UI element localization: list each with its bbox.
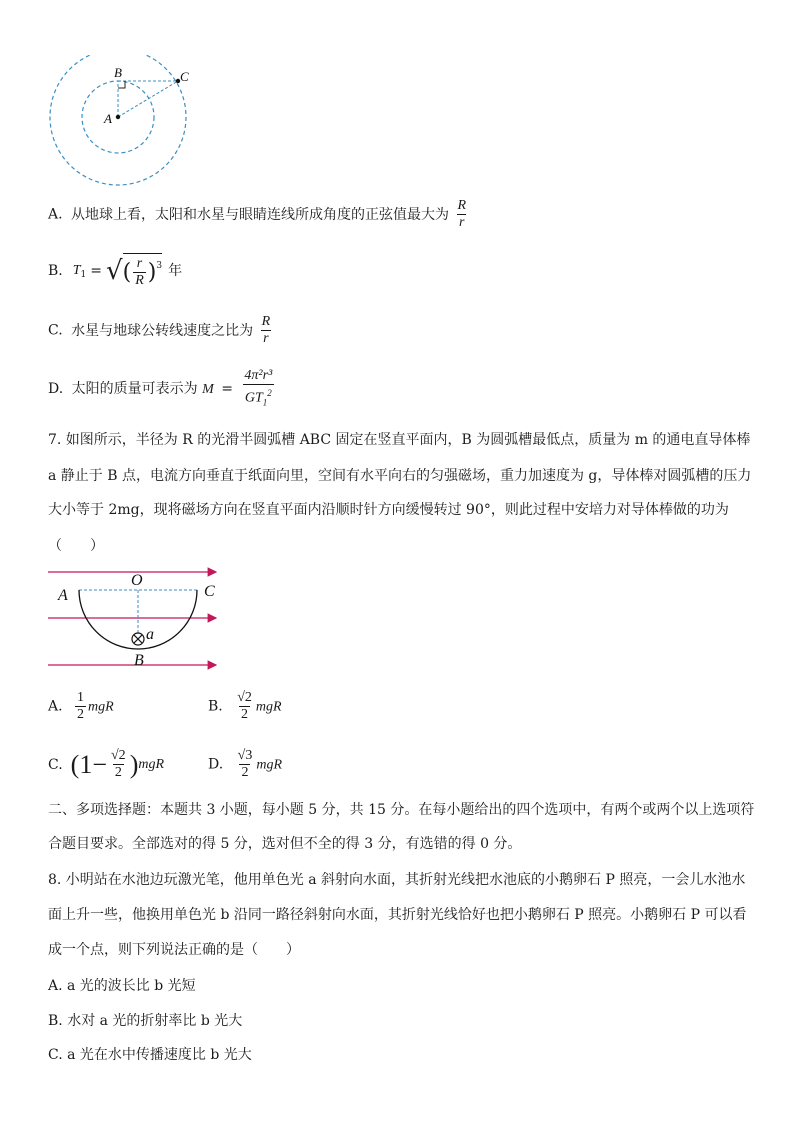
line-AC	[118, 81, 178, 117]
q8-line-2: 面上升一些，他换用单色光 b 沿同一路径斜射向水面，其折射光线恰好也把小鹅卵石 P 照亮。小鹅卵石 P 可以看	[48, 907, 747, 923]
fraction: $\frac{\text{4π²r³}}{GT_1^2}$	[242, 368, 274, 410]
section-2-heading-line-1: 二、多项选择题：本题共 3 小题，每小题 5 分，共 15 分。在每小题给出的四个选项中，有两个或两个以上选项符	[48, 802, 755, 818]
q6-option-b: B. T $_1$ = √ ( $\frac{r}{R}$ ) $^3$ 年	[48, 253, 182, 289]
label-B: B	[114, 65, 122, 80]
q7-option-a: A. $\frac{1}{2}$ mgR	[48, 690, 114, 722]
q7-paren: （ ）	[48, 538, 104, 554]
orbit-figure	[40, 55, 220, 190]
q8-option-c: C. a 光在水中传播速度比 b 光大	[48, 1047, 252, 1063]
label-C: C	[204, 583, 215, 600]
q7-option-c: C. (1− $\frac{√2}{2}$ ) mgR	[48, 748, 165, 780]
label-B: B	[134, 652, 144, 669]
current-into-page-icon	[132, 633, 144, 645]
groove-figure	[46, 565, 226, 675]
q7-line-1: 7. 如图所示，半径为 R 的光滑半圆弧槽 ABC 固定在竖直平面内，B 为圆弧槽最低点，质量为 m 的通电直导体棒	[48, 432, 751, 448]
label-a: a	[146, 626, 154, 643]
q6-option-d: D. 太阳的质量可表示为 M = $\frac{\text{4π²r³}}{GT_1^2}$	[48, 368, 276, 410]
q7-option-b: B. $\frac{√2}{2}$ mgR	[208, 690, 282, 722]
q6-option-a-text: 从地球上看，太阳和水星与眼睛连线所成角度的正弦值最大为	[71, 206, 450, 223]
label-A: A	[58, 587, 68, 604]
sqrt-expression: √ ( $\frac{r}{R}$ ) $^3$	[106, 253, 162, 289]
section-2-heading-line-2: 合题目要求。全部选对的得 5 分，选对但不全的得 3 分，有选错的得 0 分。	[48, 836, 522, 852]
q7-line-3: 大小等于 2mg，现将磁场方向在竖直平面内沿顺时针方向缓慢转过 90°，则此过程中安培力对导体棒做的功为	[48, 502, 729, 518]
q7-option-d: D. $\frac{√3}{2}$ mgR	[208, 748, 282, 780]
q6-option-c: C. 水星与地球公转线速度之比为 $\frac{R}{r}$	[48, 314, 271, 346]
q6-option-a: A. 从地球上看，太阳和水星与眼睛连线所成角度的正弦值最大为 $\frac{R}{r}$	[48, 198, 467, 230]
q7-line-2: a 静止于 B 点，电流方向垂直于纸面向里，空间有水平向右的匀强磁场，重力加速度为 g，导体棒对圆弧槽的压力	[48, 468, 752, 484]
fraction: $\frac{R}{r}$	[261, 314, 271, 346]
fraction: $\frac{R}{r}$	[457, 198, 467, 230]
q8-line-1: 8. 小明站在水池边玩激光笔，他用单色光 a 斜射向水面，其折射光线把水池底的小鹅卵石 P 照亮，一会儿水池水	[48, 872, 746, 888]
label-C: C	[180, 69, 189, 84]
q8-option-b: B. 水对 a 光的折射率比 b 光大	[48, 1013, 243, 1029]
point-A	[116, 115, 120, 119]
label-A: A	[104, 111, 112, 126]
label-O: O	[131, 572, 143, 589]
q8-line-3: 成一个点，则下列说法正确的是（ ）	[48, 942, 300, 958]
q8-option-a: A. a 光的波长比 b 光短	[48, 978, 196, 994]
